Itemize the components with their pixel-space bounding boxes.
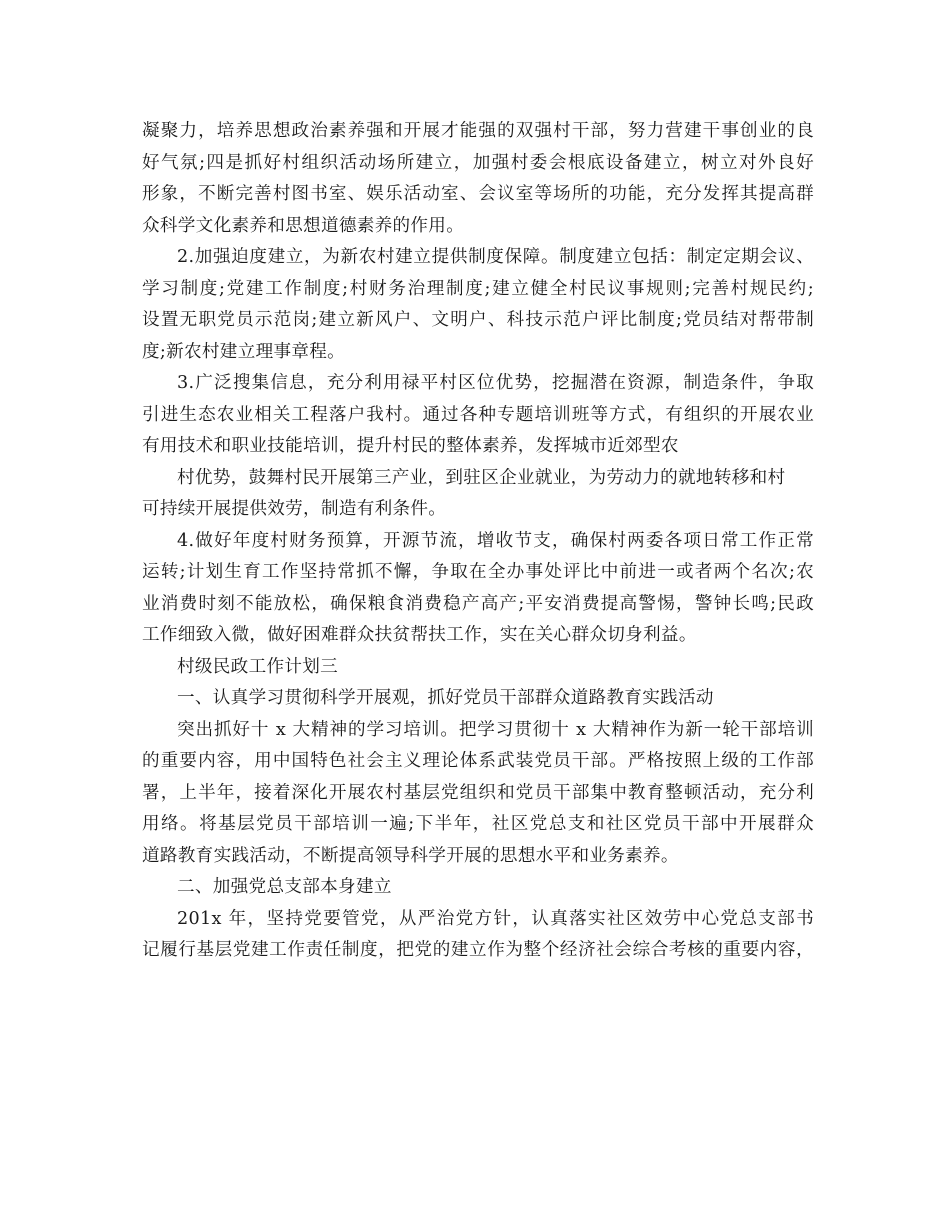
text-line: 工作细致入微，做好困难群众扶贫帮扶工作，实在关心群众切身利益。 [142,625,697,645]
text-line: 用络。将基层党员干部培训一遍;下半年，社区党总支和社区党员干部中开展群众 [142,814,814,834]
text-line: 村优势，鼓舞村民开展第三产业，到驻区企业就业，为劳动力的就地转移和村 [177,467,786,488]
text-line: 二、加强党总支部本身建立 [177,877,392,897]
text-line: 道路教育实践活动，不断提高领导科学开展的思想水平和业务素养。 [142,845,679,866]
text-line: 凝聚力，培养思想政治素养强和开展才能强的双强村干部，努力营建干事创业的良 [142,121,814,141]
text-line: 的重要内容，用中国特色社会主义理论体系武装党员干部。严格按照上级的工作部 [142,751,814,771]
document-body [142,116,814,967]
text-line: 形象，不断完善村图书室、娱乐活动室、会议室等场所的功能，充分发挥其提高群 [142,184,814,204]
text-line: 3.广泛搜集信息，充分利用禄平村区位优势，挖掘潜在资源，制造条件，争取 [177,373,814,393]
text-line: 2.加强迫度建立，为新农村建立提供制度保障。制度建立包括：制定定期会议、 [177,247,814,267]
text-line: 运转;计划生育工作坚持常抓不懈，争取在全办事处评比中前进一或者两个名次;农 [142,562,814,582]
text-line: 一、认真学习贯彻科学开展观，抓好党员干部群众道路教育实践活动 [177,688,714,708]
text-line: 201x 年，坚持党要管党，从严治党方针，认真落实社区效劳中心党总支部书 [177,908,814,929]
text-line: 引进生态农业相关工程落户我村。通过各种专题培训班等方式，有组织的开展农业 [142,404,814,425]
text-line: 好气氛;四是抓好村组织活动场所建立，加强村委会根底设备建立，树立对外良好 [142,152,814,173]
text-line: 众科学文化素养和思想道德素养的作用。 [142,215,465,236]
text-line: 署，上半年，接着深化开展农村基层党组织和党员干部集中教育整顿活动，充分利 [142,782,814,803]
text-line: 记履行基层党建工作责任制度，把党的建立作为整个经济社会综合考核的重要内容， [142,940,814,960]
text-line: 学习制度;党建工作制度;村财务治理制度;建立健全村民议事规则;完善村规民约; [142,278,814,299]
text-line: 村级民政工作计划三 [177,656,339,677]
text-line: 4.做好年度村财务预算，开源节流，增收节支，确保村两委各项日常工作正常 [177,530,814,551]
text-line: 有用技术和职业技能培训，提升村民的整体素养，发挥城市近郊型农 [142,436,679,456]
text-line: 度;新农村建立理事章程。 [142,341,346,362]
text-line: 设置无职党员示范岗;建立新风户、文明户、科技示范户评比制度;党员结对帮带制 [142,310,814,330]
text-line: 可持续开展提供效劳，制造有利条件。 [142,499,447,519]
text-line: 突出抓好十 x 大精神的学习培训。把学习贯彻十 x 大精神作为新一轮干部培训 [177,719,814,740]
text-line: 业消费时刻不能放松，确保粮食消费稳产高产;平安消费提高警惕，警钟长鸣;民政 [142,593,814,614]
